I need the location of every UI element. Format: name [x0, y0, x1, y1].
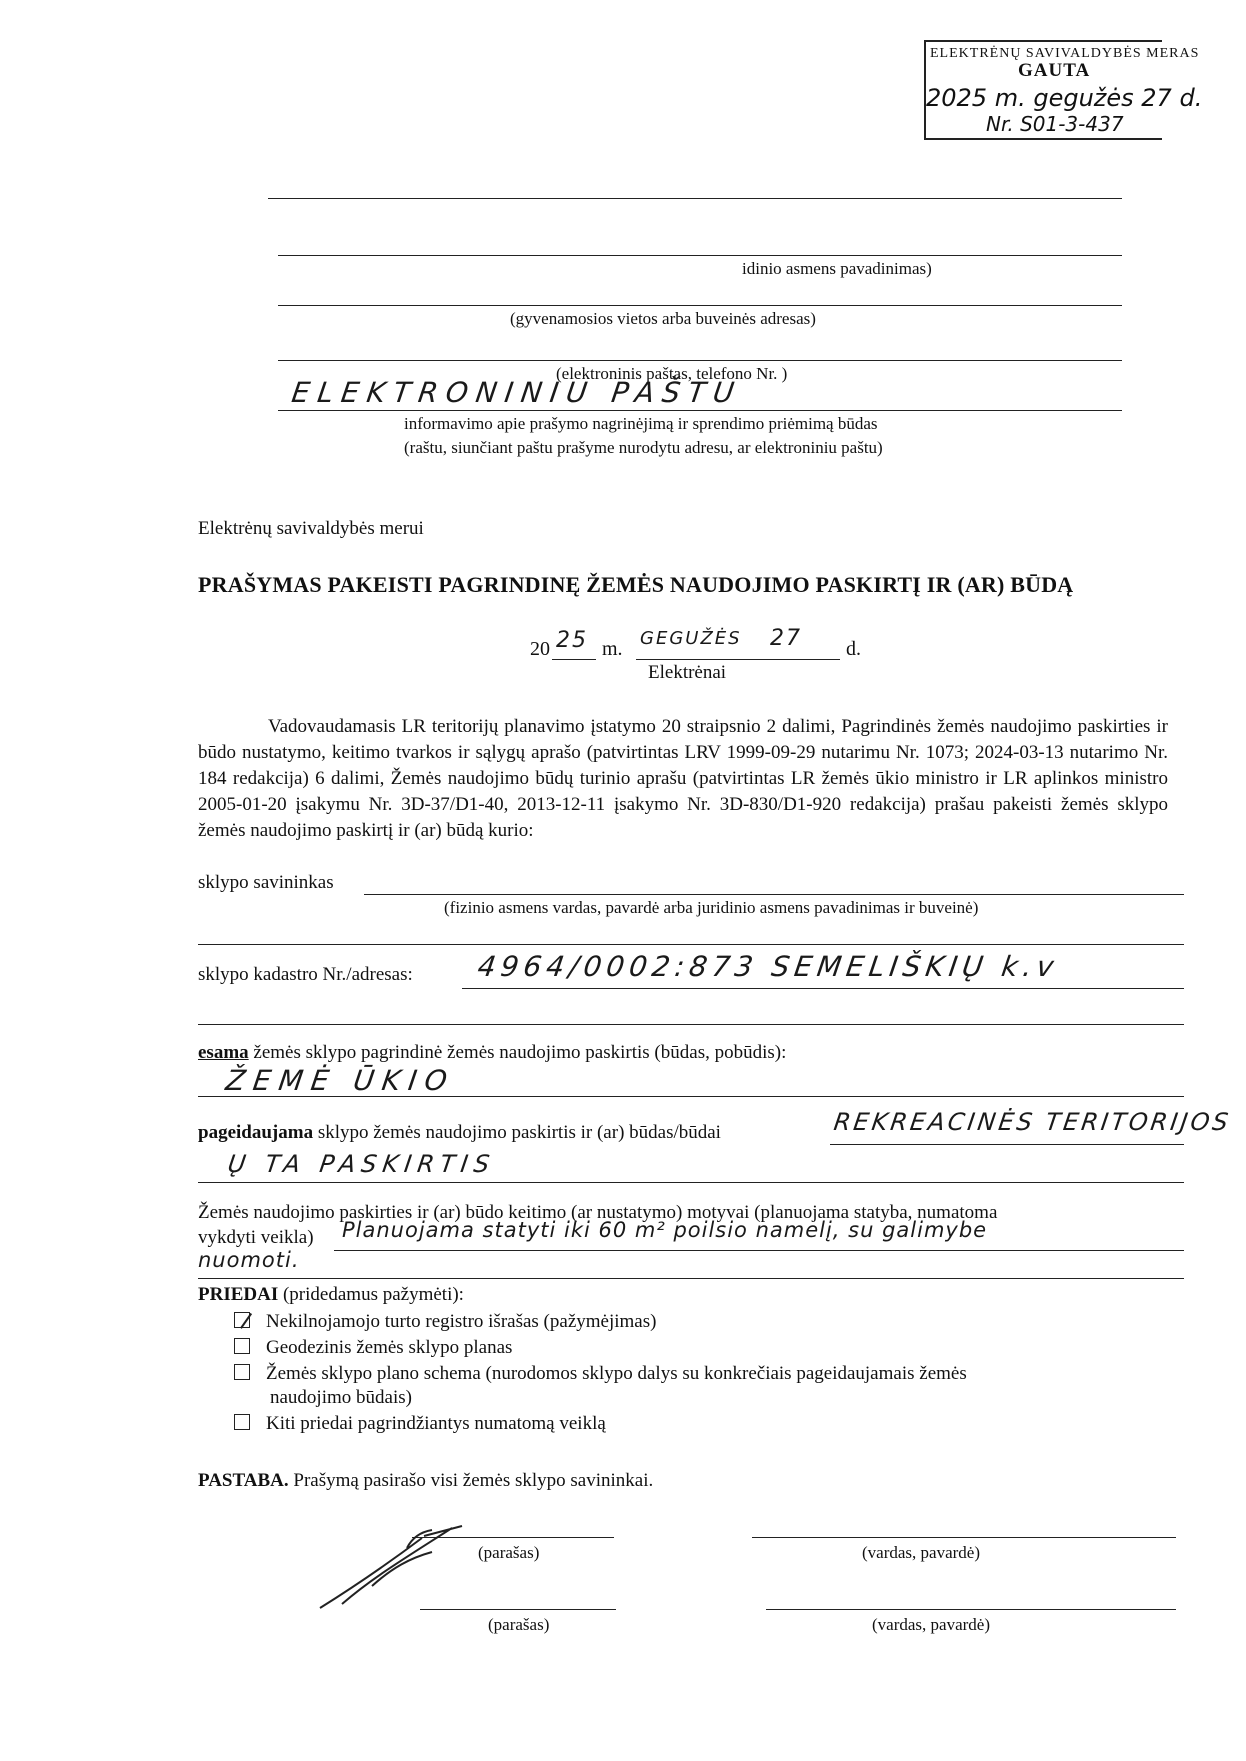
- signature-caption-2: (parašas): [488, 1615, 550, 1634]
- motive-handwritten-2: nuomoti.: [198, 1248, 300, 1272]
- date-year-hand: 25: [556, 628, 588, 653]
- name-line-2: [766, 1609, 1176, 1610]
- requested-use-handwritten-2: Ų TA PASKIRTIS: [226, 1150, 498, 1178]
- attachments-title-bold: PRIEDAI: [198, 1284, 279, 1305]
- contact-caption: (elektroninis paštas, telefono Nr. ): [556, 364, 788, 383]
- addressee: Elektrėnų savivaldybės merui: [198, 518, 424, 539]
- requested-use-line-1: [830, 1144, 1184, 1145]
- attachment-item-3-continued: naudojimo būdais): [270, 1387, 412, 1408]
- requested-use-handwritten-1: REKREACINĖS TERITORIJOS: [832, 1108, 1233, 1136]
- motive-label-2: vykdyti veikla): [198, 1227, 314, 1248]
- motive-label-1: Žemės naudojimo paskirties ir (ar) būdo keitimo (ar nustatymo) motyvai (planuojama statyba, numatoma: [198, 1202, 998, 1223]
- owner-label: sklypo savininkas: [198, 872, 334, 893]
- attachment-item-4[interactable]: [234, 1413, 606, 1435]
- motive-line-2: [198, 1278, 1184, 1279]
- stamp-org: ELEKTRĖNŲ SAVIVALDYBĖS MERAS: [930, 46, 1200, 61]
- inform-caption-1: informavimo apie prašymo nagrinėjimą ir sprendimo priėmimą būdas: [404, 414, 878, 433]
- signature-caption-1: (parašas): [478, 1543, 540, 1562]
- body-paragraph-text: Vadovaudamasis LR teritorijų planavimo įstatymo 20 straipsnio 2 dalimi, Pagrindinės žemės naudojimo paskirties ir būdo nustatymo, keitimo tvarkos ir sąlygų aprašo (patvirtintas LRV 1999-09-29 nutarimu Nr. 1073; 2024-03-13 nutarimo Nr. 184 redakcija) 6 dalimi, Žemės naudojimo būdų turinio aprašu (patvirtintas LR žemės ūkio ministro ir LR aplinkos ministro 2005-01-20 įsakymu Nr. 3D-37/D1-40, 2013-12-11 įsakymo Nr. 3D-830/D1-920 redakcija) prašau pakeisti žemės sklypo žemės naudojimo paskirtį ir (ar) būdą kurio:: [198, 716, 1168, 841]
- signature-line-1: [412, 1537, 614, 1538]
- inform-caption-2: (raštu, siunčiant paštu prašyme nurodytu adresu, ar elektroniniu paštu): [404, 438, 883, 457]
- motive-line-1: [334, 1250, 1184, 1251]
- date-place: Elektrėnai: [648, 662, 727, 683]
- current-use-label-bold: esama: [198, 1042, 249, 1063]
- note-bold: PASTABA.: [198, 1470, 289, 1491]
- attachment-item-3[interactable]: [234, 1363, 967, 1385]
- cadastre-line-2: [198, 1024, 1184, 1025]
- requested-use-label: [198, 1122, 721, 1144]
- owner-caption: (fizinio asmens vardas, pavardė arba juridinio asmens pavadinimas ir buveinė): [444, 898, 979, 917]
- attachments-title-rest: (pridedamus pažymėti):: [278, 1284, 464, 1305]
- registration-stamp: [924, 40, 1203, 140]
- current-use-handwritten: ŽEMĖ ŪKIO: [223, 1064, 458, 1097]
- name-caption: idinio asmens pavadinimas): [742, 259, 932, 278]
- requested-use-line-2: [198, 1182, 1184, 1183]
- attachment-label: Kiti priedai pagrindžiantys numatomą veiklą: [266, 1413, 606, 1434]
- requested-use-label-bold: pageidaujama: [198, 1122, 314, 1143]
- cadastre-handwritten: 4964/0002:873 SEMELIŠKIŲ k.v: [475, 950, 1061, 983]
- attachments-title: [198, 1284, 464, 1306]
- document-title: PRAŠYMAS PAKEISTI PAGRINDINĘ ŽEMĖS NAUDOJIMO PASKIRTĮ IR (AR) BŪDĄ: [198, 572, 1074, 597]
- note: [198, 1470, 653, 1492]
- note-rest: Prašymą pasirašo visi žemės sklypo savininkai.: [288, 1470, 654, 1491]
- checkbox[interactable]: [234, 1414, 250, 1430]
- current-use-label-rest: žemės sklypo pagrindinė žemės naudojimo paskirtis (būdas, pobūdis):: [248, 1042, 787, 1063]
- date-line: [636, 659, 840, 660]
- owner-line: [364, 894, 1184, 895]
- attachment-item-2[interactable]: [234, 1337, 512, 1359]
- attachment-label: Nekilnojamojo turto registro išrašas (pažymėjimas): [266, 1311, 657, 1332]
- header-line-1: [268, 198, 1122, 199]
- current-use-line: [198, 1096, 1184, 1097]
- header-line-3: [278, 305, 1122, 306]
- checkbox-checked[interactable]: [234, 1312, 250, 1328]
- attachment-item-1[interactable]: [234, 1311, 656, 1333]
- cadastre-label: sklypo kadastro Nr./adresas:: [198, 964, 413, 985]
- body-paragraph: [198, 714, 1168, 844]
- header-line-4: [278, 360, 1122, 361]
- name-caption-2: (vardas, pavardė): [872, 1615, 990, 1634]
- inform-method-handwritten: ELEKTRONINIU PAŠTU: [289, 376, 745, 409]
- signature-line-2: [420, 1609, 616, 1610]
- owner-line-2: [198, 944, 1184, 945]
- stamp-number: Nr. S01-3-437: [986, 112, 1124, 136]
- date-day-hand: 27: [770, 626, 802, 651]
- date-d: d.: [846, 638, 861, 660]
- current-use-label: [198, 1042, 786, 1064]
- attachment-label: Geodezinis žemės sklypo planas: [266, 1337, 513, 1358]
- name-caption-1: (vardas, pavardė): [862, 1543, 980, 1562]
- name-line-1: [752, 1537, 1176, 1538]
- checkbox[interactable]: [234, 1364, 250, 1380]
- address-caption: (gyvenamosios vietos arba buveinės adresas): [510, 309, 816, 328]
- checkbox[interactable]: [234, 1338, 250, 1354]
- stamp-received: GAUTA: [1018, 60, 1091, 81]
- date-year-prefix: 20: [530, 638, 550, 660]
- date-month-hand: GEGUŽĖS: [640, 628, 742, 649]
- cadastre-line: [462, 988, 1184, 989]
- header-line-5: [278, 410, 1122, 411]
- signature-scribble: [312, 1508, 492, 1618]
- date-m: m.: [602, 638, 623, 660]
- motive-handwritten-1: Planuojama statyti iki 60 m² poilsio namelį, su galimybe: [342, 1218, 988, 1242]
- attachment-label: Žemės sklypo plano schema (nurodomos sklypo dalys su konkrečiais pageidaujamais žemės: [266, 1363, 967, 1384]
- stamp-date: 2025 m. gegužės 27 d.: [926, 84, 1203, 112]
- requested-use-label-rest: sklypo žemės naudojimo paskirtis ir (ar) būdas/būdai: [313, 1122, 721, 1143]
- header-line-2: [278, 255, 1122, 256]
- date-year-line: [552, 659, 596, 660]
